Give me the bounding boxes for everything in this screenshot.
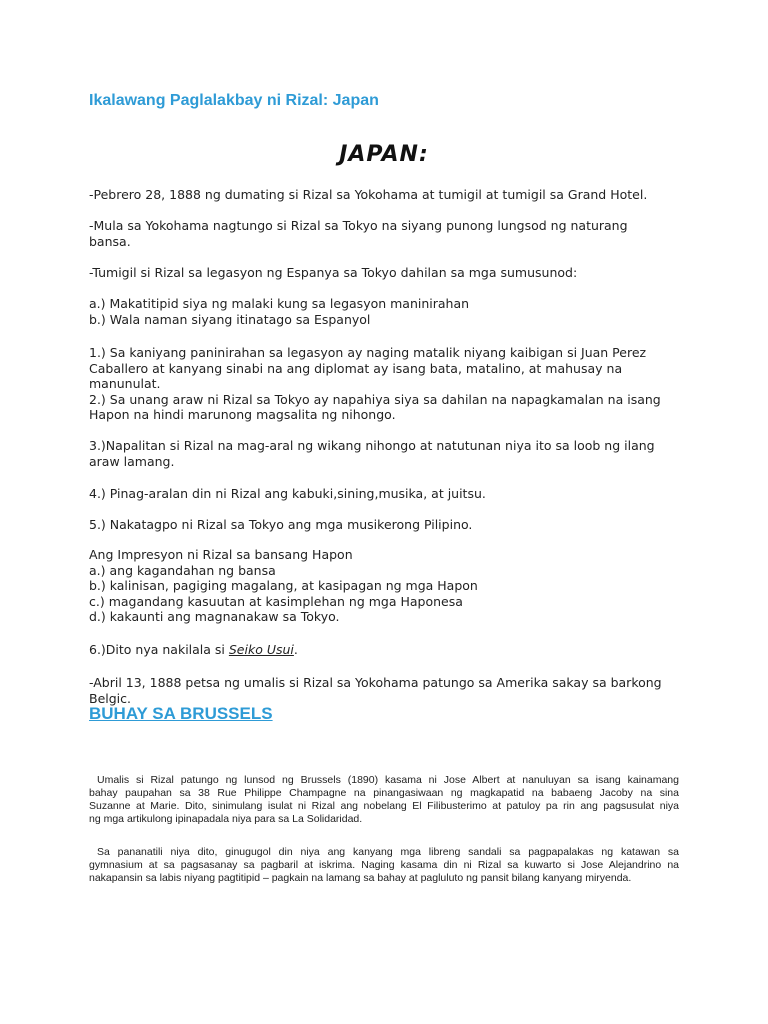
- japan-heading: JAPAN:: [339, 142, 429, 167]
- paragraph-line: 3.)Napalitan si Rizal na mag-aral ng wikang nihongo at natutunan niya ito sa loob ng ilang: [89, 438, 655, 453]
- paragraph-line: Belgic.: [89, 690, 131, 706]
- list-heading: Ang Impresyon ni Rizal sa bansang Hapon: [89, 547, 353, 562]
- paragraph-line: -Mula sa Yokohama nagtungo si Rizal sa Tokyo na siyang punong lungsod ng naturang: [89, 218, 628, 233]
- seiko-usui-link[interactable]: Seiko Usui: [228, 642, 294, 657]
- paragraph-line: bansa.: [89, 233, 131, 249]
- paragraph-line: Suzanne at Marie. Dito, sinimulang isulat ni Rizal ang nobelang El Filibusterimo at patuloy pa rin ang pagsusulat niya: [89, 800, 679, 812]
- paragraph-tokyo: [89, 218, 628, 249]
- paragraph-line: gymnasium at sa pagsasanay sa pagbaril at iskrima. Naging kasama din ni Rizal sa kuwarto si Jose Alejandrino na: [89, 859, 679, 871]
- paragraph-line: -Abril 13, 1888 petsa ng umalis si Rizal sa Yokohama patungo sa Amerika sakay sa barkong: [89, 675, 662, 690]
- paragraph-arrival: -Pebrero 28, 1888 ng dumating si Rizal sa Yokohama at tumigil at tumigil sa Grand Hotel.: [89, 187, 648, 202]
- paragraph-line: Caballero at kanyang sinabi na ang diplomat ay isang bata, matalino, at mahusay na: [89, 360, 623, 376]
- impresyon-list: [89, 547, 478, 625]
- brussels-paragraph-1: [89, 774, 679, 826]
- paragraph-line: araw lamang.: [89, 453, 175, 469]
- paragraph-line: nakapansin sa labis niyang pagtitipid – pagkain na lamang sa bahay at pagluluto ng pansit bilang kanyang miryenda.: [89, 872, 632, 884]
- item-text: 6.)Dito nya nakilala si: [89, 642, 229, 657]
- paragraph-legasyon: -Tumigil si Rizal sa legasyon ng Espanya sa Tokyo dahilan sa mga sumusunod:: [89, 265, 578, 280]
- brussels-heading-link[interactable]: BUHAY SA BRUSSELS: [89, 704, 273, 723]
- list-item: d.) kakaunti ang magnanakaw sa Tokyo.: [89, 609, 340, 624]
- list-item: b.) kalinisan, pagiging magalang, at kasipagan ng mga Hapon: [89, 578, 478, 593]
- list-item: c.) magandang kasuutan at kasimplehan ng mga Haponesa: [89, 593, 463, 609]
- item-suffix: .: [293, 642, 298, 657]
- paragraph-line: ng mga artikulong ipinapadala niya para sa La Solidaridad.: [89, 813, 363, 825]
- numbered-item-5: 5.) Nakatagpo ni Rizal sa Tokyo ang mga musikerong Pilipino.: [89, 517, 473, 532]
- paragraph-line: manunulat.: [89, 376, 161, 391]
- numbered-item-4: 4.) Pinag-aralan din ni Rizal ang kabuki,sining,musika, at juitsu.: [89, 486, 486, 501]
- numbered-item-6: [89, 642, 298, 658]
- list-item: a.) ang kagandahan ng bansa: [89, 562, 276, 578]
- paragraph-line: Hapon na hindi marunong magsalita ng nihongo.: [89, 407, 396, 422]
- numbered-item-3: [89, 438, 655, 469]
- paragraph-line: 1.) Sa kaniyang paninirahan sa legasyon ay naging matalik niyang kaibigan si Juan Perez: [89, 345, 647, 360]
- list-item: a.) Makatitipid siya ng malaki kung sa legasyon maninirahan: [89, 296, 470, 311]
- paragraph-line: Umalis si Rizal patungo ng lunsod ng Brussels (1890) kasama ni Jose Albert at nanuluyan sa isang kainamang: [97, 774, 679, 786]
- list-item: b.) Wala naman siyang itinatago sa Espanyol: [89, 311, 371, 327]
- paragraph-line: Sa pananatili niya dito, ginugugol din niya ang kanyang mga libreng sandali sa pagpapalakas ng katawan sa: [97, 846, 679, 858]
- reasons-list: [89, 296, 469, 327]
- paragraph-departure: [89, 675, 662, 706]
- brussels-paragraph-2: [89, 846, 679, 885]
- paragraph-line: 2.) Sa unang araw ni Rizal sa Tokyo ay napahiya siya sa dahilan na napagkamalan na isang: [89, 391, 661, 407]
- document-title: Ikalawang Paglalakbay ni Rizal: Japan: [89, 92, 379, 109]
- paragraph-line: bahay paupahan sa 38 Rue Philippe Champagne na pinangasiwaan ng magkapatid na babaeng Jacoby na sina: [89, 787, 679, 799]
- numbered-item-1-2: [89, 345, 661, 423]
